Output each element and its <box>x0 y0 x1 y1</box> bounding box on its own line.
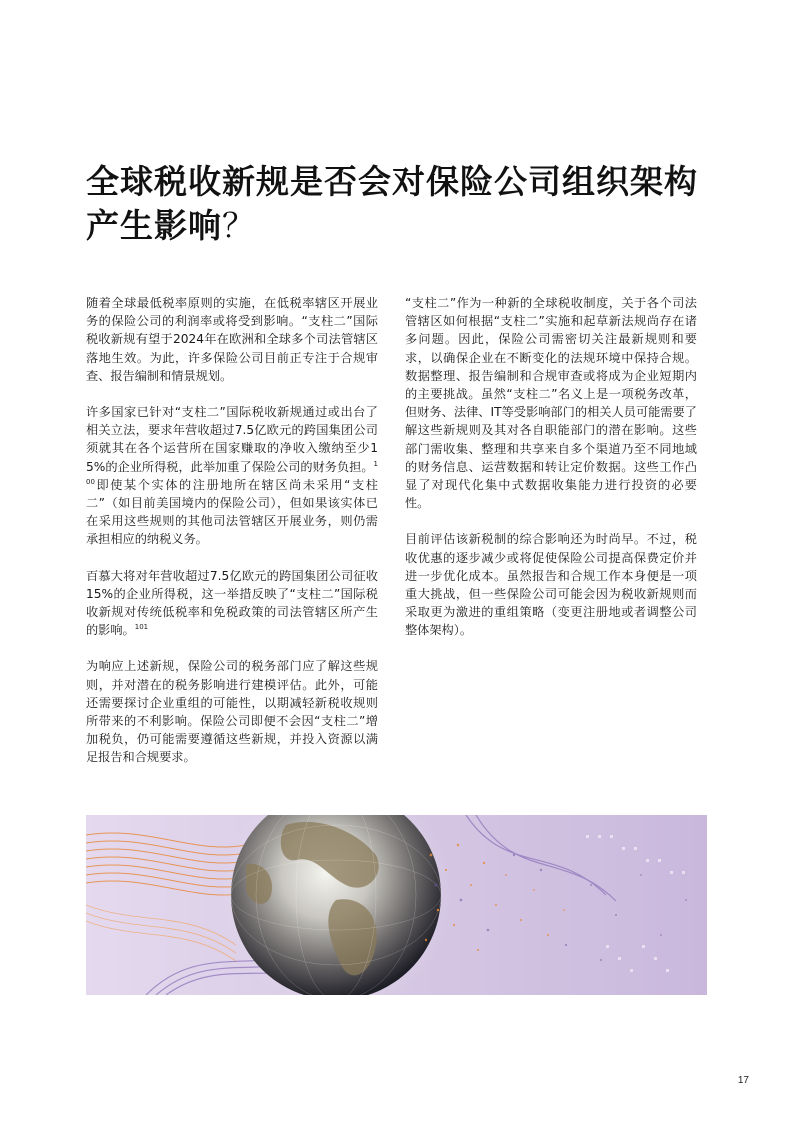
left-column <box>86 294 378 785</box>
footnote-ref: 101 <box>134 623 149 632</box>
paragraph: 随着全球最低税率原则的实施，在低税率辖区开展业务的保险公司的利润率或将受到影响。“支柱二”国际税收新规有望于2024年在欧洲和全球多个司法管辖区落地生效。为此，许多保险公司目前正专注于合规审查、报告编制和情景规划。 <box>86 296 378 383</box>
paragraph-text: 即使某个实体的注册地所在辖区尚未采用“支柱二”（如目前美国境内的保险公司），但如果该实体已在采用这些规则的其他司法管辖区开展业务，则仍需承担相应的纳税义务。 <box>86 477 378 547</box>
paragraph-text: 许多国家已针对“支柱二”国际税收新规通过或出台了相关立法，要求年营收超过7.5亿欧元的跨国集团公司须就其在各个运营所在国家赚取的净收入缴纳至少15%的企业所得税，此举加重了保险公司的财务负担。 <box>86 405 378 474</box>
right-column <box>405 294 697 658</box>
page-number: 17 <box>737 1075 749 1086</box>
footnote-ref: 100 <box>86 459 378 486</box>
paragraph <box>86 567 378 640</box>
title-line-2-text: 产生影响 <box>86 206 222 245</box>
title-line-2 <box>86 204 726 248</box>
paragraph: 为响应上述新规，保险公司的税务部门应了解这些规则，并对潜在的税务影响进行建模评估。此外，可能还需要探讨企业重组的可能性，以期减轻新税收规则所带来的不利影响。保险公司即便不会因“支柱二”增加税负，仍可能需要遵循这些新规，并投入资源以满足报告和合规要求。 <box>86 659 378 765</box>
paragraph: 目前评估该新税制的综合影响还为时尚早。不过，税收优惠的逐步减少或将促使保险公司提高保费定价并进一步优化成本。虽然报告和合规工作本身便是一项重大挑战，但一些保险公司可能会因为税收新规则而采取更为激进的重组策略（变更注册地或者调整公司整体架构）。 <box>405 532 697 638</box>
globe-illustration <box>86 815 707 995</box>
page-title <box>86 160 726 248</box>
title-question-mark: ？ <box>222 206 256 245</box>
title-line-1: 全球税收新规是否会对保险公司组织架构 <box>86 162 698 201</box>
globe-banner-image <box>86 815 707 995</box>
paragraph <box>86 403 378 549</box>
paragraph: “支柱二”作为一种新的全球税收制度，关于各个司法管辖区如何根据“支柱二”实施和起草新法规尚存在诸多问题。因此，保险公司需密切关注最新规则和要求，以确保企业在不断变化的法规环境中保持合规。数据整理、报告编制和合规审查或将成为企业短期内的主要挑战。虽然“支柱二”名义上是一项税务改革，但财务、法律、IT等受影响部门的相关人员可能需要了解这些新规则及其对各自职能部门的潜在影响。这些部门需收集、整理和共享来自多个渠道乃至不同地域的财务信息、运营数据和转让定价数据。这些工作凸显了对现代化集中式数据收集能力进行投资的必要性。 <box>405 296 697 511</box>
paragraph-text: 百慕大将对年营收超过7.5亿欧元的跨国集团公司征收15%的企业所得税，这一举措反映了“支柱二”国际税收新规对传统低税率和免税政策的司法管辖区所产生的影响。 <box>86 568 378 638</box>
